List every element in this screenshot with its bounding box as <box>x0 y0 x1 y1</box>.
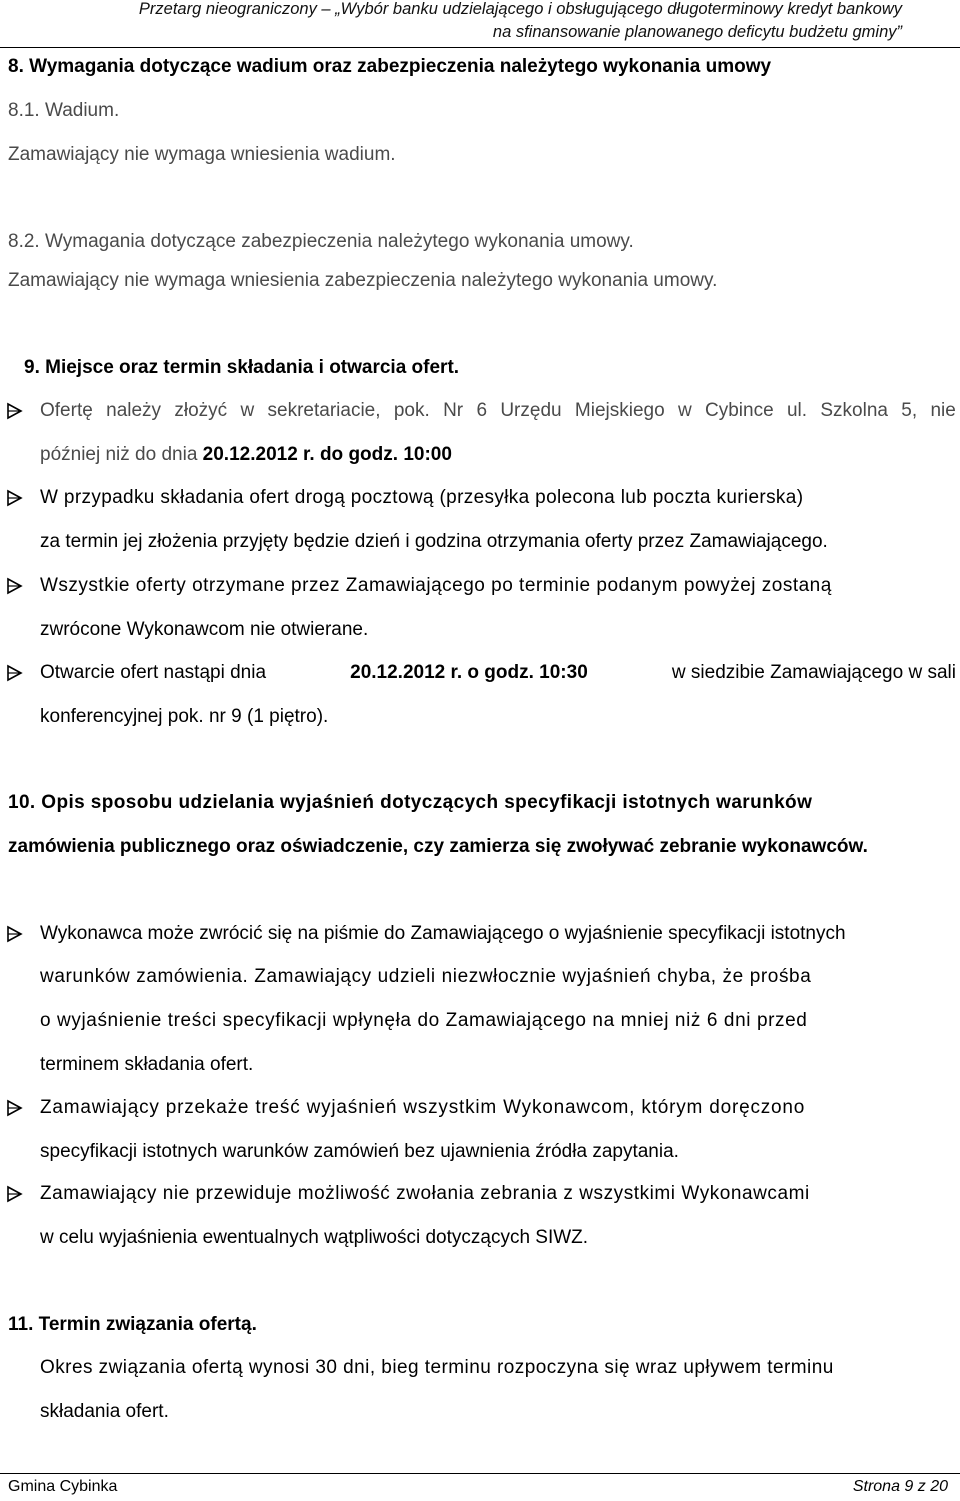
section-9-bullet-4-line-1 <box>40 662 956 684</box>
section-9-bullet-2-line-1: W przypadku składania ofert drogą pocztową (przesyłka polecona lub poczta kurierska) <box>40 487 804 508</box>
section-10-bullet-2-line-1: Zamawiający przekaże treść wyjaśnień wszystkim Wykonawcom, którym doręczono <box>40 1097 806 1118</box>
section-9-bullet-1-line-2 <box>40 444 956 466</box>
section-9-bullet-2-line-2: za termin jej złożenia przyjęty będzie dzień i godzina otrzymania oferty przez Zamawiającego. <box>40 531 828 552</box>
section-10-bullet-1-line-1: Wykonawca może zwrócić się na piśmie do Zamawiającego o wyjaśnienie specyfikacji istotnych <box>40 923 846 944</box>
word: sekretariacie, <box>267 400 381 421</box>
section-10-bullet-3-line-2: w celu wyjaśnienia ewentualnych wątpliwości dotyczących SIWZ. <box>40 1227 589 1248</box>
word: Nr <box>443 400 464 421</box>
word: pok. <box>393 400 430 421</box>
word: 5, <box>901 400 918 421</box>
section-10-heading-line-1: 10. Opis sposobu udzielania wyjaśnień dotyczących specyfikacji istotnych warunków <box>8 792 813 813</box>
word: należy <box>106 400 162 421</box>
section-8-heading: 8. Wymagania dotyczące wadium oraz zabezpieczenia należytego wykonania umowy <box>8 56 772 77</box>
section-9-heading-text: 9. Miejsce oraz termin składania i otwarcia ofert. <box>24 357 460 378</box>
section-8-2-heading: 8.2. Wymagania dotyczące zabezpieczenia należytego wykonania umowy. <box>8 231 634 252</box>
section-11-heading: 11. Termin związania ofertą. <box>8 1314 257 1335</box>
section-11-text-line-2: składania ofert. <box>40 1401 169 1422</box>
arrow-bullet-icon <box>6 925 24 943</box>
word: Urzędu <box>500 400 562 421</box>
arrow-bullet-icon <box>6 1099 24 1117</box>
section-9-bullet-1-deadline-value: 20.12.2012 r. do godz. 10:00 <box>202 444 452 465</box>
footer-rule <box>0 1473 960 1474</box>
word: Ofertę <box>40 400 93 421</box>
section-10-bullet-1-line-3: o wyjaśnienie treści specyfikacji wpłynęła do Zamawiającego na mniej niż 6 dni przed <box>40 1010 808 1031</box>
word: w <box>240 400 255 421</box>
footer-municipality: Gmina Cybinka <box>8 1478 118 1495</box>
arrow-bullet-icon <box>6 577 24 595</box>
arrow-bullet-icon <box>6 664 24 682</box>
section-11-text-line-1: Okres związania ofertą wynosi 30 dni, bieg terminu rozpoczyna się wraz upływem terminu <box>40 1357 834 1378</box>
word: ul. <box>786 400 808 421</box>
section-8-1-heading: 8.1. Wadium. <box>8 100 120 121</box>
word: Szkolna <box>820 400 888 421</box>
section-8-1-text: Zamawiający nie wymaga wniesienia wadium. <box>8 144 396 165</box>
word: Miejskiego <box>574 400 665 421</box>
section-9-bullet-4-line-2: konferencyjnej pok. nr 9 (1 piętro). <box>40 706 329 727</box>
arrow-bullet-icon <box>6 402 24 420</box>
section-9-bullet-4-location: w siedzibie Zamawiającego w sali <box>671 662 956 683</box>
header-title-line-1: Przetarg nieograniczony – „Wybór banku udzielającego i obsługującego długoterminowy kredyt bankowy <box>138 0 902 18</box>
section-9-bullet-3-line-2: zwrócone Wykonawcom nie otwierane. <box>40 619 369 640</box>
section-9-bullet-1-line-1 <box>40 400 956 422</box>
word: w <box>677 400 692 421</box>
word: Cybince <box>705 400 774 421</box>
section-9-bullet-3-line-1: Wszystkie oferty otrzymane przez Zamawiającego po terminie podanym powyżej zostaną <box>40 575 832 596</box>
section-10-bullet-1-line-4: terminem składania ofert. <box>40 1054 254 1075</box>
arrow-bullet-icon <box>6 1185 24 1203</box>
section-8-2-text: Zamawiający nie wymaga wniesienia zabezpieczenia należytego wykonania umowy. <box>8 270 718 291</box>
section-9-bullet-4-datetime: 20.12.2012 r. o godz. 10:30 <box>350 662 588 683</box>
section-10-heading-line-2: zamówienia publicznego oraz oświadczenie, czy zamierza się zwoływać zebranie wykonawców. <box>8 836 868 857</box>
header-title-line-2: na sfinansowanie planowanego deficytu budżetu gminy” <box>492 23 902 41</box>
section-10-bullet-3-line-1: Zamawiający nie przewiduje możliwość zwołania zebrania z wszystkimi Wykonawcami <box>40 1183 810 1204</box>
word: nie <box>930 400 956 421</box>
word: złożyć <box>174 400 228 421</box>
header-rule <box>0 47 960 48</box>
section-9-heading <box>24 357 459 379</box>
section-9-bullet-4-label: Otwarcie ofert nastąpi dnia <box>40 662 267 683</box>
word: 6 <box>476 400 488 421</box>
section-10-bullet-2-line-2: specyfikacji istotnych warunków zamówień bez ujawnienia źródła zapytania. <box>40 1141 679 1162</box>
section-9-bullet-1-deadline-label: później niż do dnia <box>40 444 198 465</box>
arrow-bullet-icon <box>6 489 24 507</box>
section-10-bullet-1-line-2: warunków zamówienia. Zamawiający udzieli niezwłocznie wyjaśnień chyba, że prośba <box>40 966 812 987</box>
footer-page-number: Strona 9 z 20 <box>852 1478 948 1495</box>
